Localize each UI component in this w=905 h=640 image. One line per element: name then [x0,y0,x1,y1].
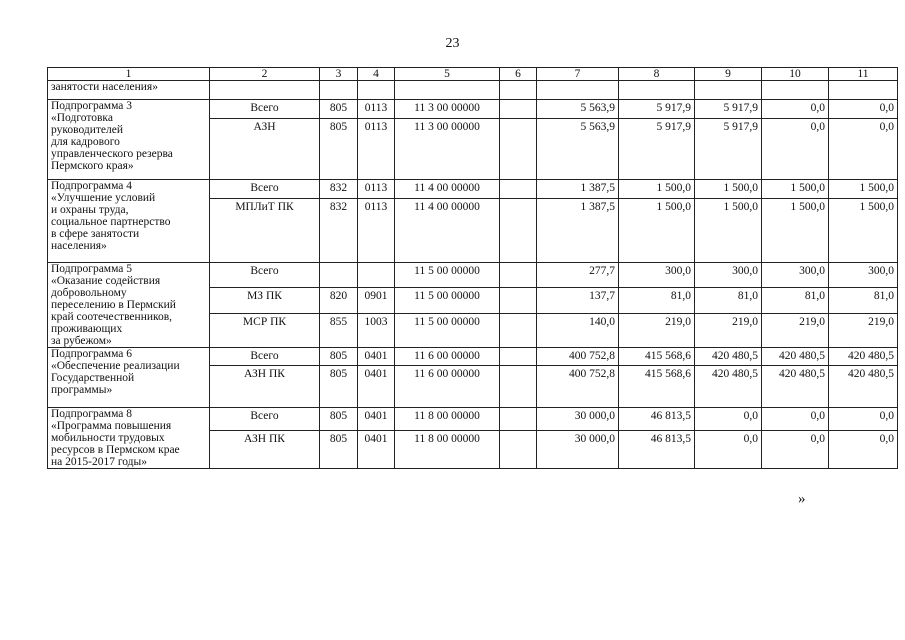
cell-value: 400 752,8 [569,368,615,380]
cell-value: 0401 [364,433,388,445]
cell-col10 [762,199,829,263]
cell-value: 11 5 00 00000 [414,316,480,328]
cell-value [503,100,533,102]
cell-col11 [829,348,898,366]
cell-value: 0401 [364,410,388,422]
cell-value: 415 568,6 [645,350,691,362]
cell-col8 [619,100,695,119]
cell-col4 [358,366,395,408]
cell-value: 1 387,5 [580,182,615,194]
header-cell: 11 [829,68,898,81]
cell-value: 81,0 [670,290,691,302]
cell-value: 1 500,0 [656,182,691,194]
cell-value: 81,0 [804,290,825,302]
cell-col11 [829,100,898,119]
header-cell: 10 [762,68,829,81]
cell-col6 [500,348,537,366]
table-row [48,408,898,431]
cell-value: 0113 [364,201,388,213]
cell-value: 0,0 [879,121,894,133]
cell-col8 [619,366,695,408]
cell-value: 140,0 [589,316,615,328]
cell-col10 [762,408,829,431]
cell-value [503,180,533,182]
cell-col4 [358,119,395,180]
cell-value: 11 5 00 00000 [414,265,480,277]
cell-col5 [395,119,500,180]
cell-value: 0,0 [743,433,758,445]
cell-col5 [395,100,500,119]
cell-value: 0,0 [743,410,758,422]
cell-value: 5 917,9 [656,102,691,114]
cell-col8 [619,199,695,263]
cell-value: 300,0 [868,265,894,277]
cell-col4 [358,431,395,469]
cell-value: 0113 [364,182,388,194]
cell-col8 [619,119,695,180]
cell-col6 [500,288,537,314]
cell-value: 277,7 [589,265,615,277]
cell-administrator [210,100,320,119]
cell-value: 11 8 00 00000 [414,433,480,445]
cell-col8 [619,408,695,431]
cell-value: 1 387,5 [580,201,615,213]
cell-col4 [358,199,395,263]
administrator-label: Всего [250,265,279,277]
continuation-row [48,81,898,100]
cell-col3 [320,180,358,199]
cell-administrator [210,288,320,314]
cell-value: 820 [329,290,348,302]
cell-col10 [762,366,829,408]
program-name: Подпрограмма 4 «Улучшение условий и охраны труда, социальное партнерство в сфере занятости населения» [48,180,210,263]
cell-value: 420 480,5 [779,368,825,380]
cell-value: 81,0 [873,290,894,302]
cell-col11 [829,119,898,180]
table-row [48,263,898,288]
cell-value: 137,7 [589,290,615,302]
cell-value [503,263,533,265]
cell-col9 [695,314,762,348]
cell-col3 [320,288,358,314]
cell-value: 11 4 00 00000 [414,201,480,213]
cell-col8 [619,288,695,314]
program-name: Подпрограмма 6 «Обеспечение реализации Государственной программы» [48,348,210,408]
table-row [48,180,898,199]
cell-value: 0401 [364,368,388,380]
cell-value: 11 3 00 00000 [414,121,480,133]
cell-value: 1 500,0 [859,201,894,213]
cell-col3 [320,119,358,180]
cell-col6 [500,431,537,469]
cell-value: 420 480,5 [848,350,894,362]
cell-value: 11 6 00 00000 [414,368,480,380]
administrator-label: Всего [250,410,279,422]
administrator-label: МПЛиТ ПК [235,201,294,213]
cell-col5 [395,348,500,366]
cell-col4 [358,180,395,199]
header-cell: 8 [619,68,695,81]
cell-value: 420 480,5 [779,350,825,362]
cell-col3 [320,366,358,408]
cell-value [503,408,533,410]
cell-col5 [395,408,500,431]
cell-col8 [619,348,695,366]
cell-col11 [829,263,898,288]
cell-col10 [762,314,829,348]
cell-col10 [762,100,829,119]
cell-col7 [537,119,619,180]
cell-administrator [210,408,320,431]
administrator-label: Всего [250,102,279,114]
program-name: Подпрограмма 3 «Подготовка руководителей для кадрового управленческого резерва Пермского края» [48,100,210,180]
cell-administrator [210,431,320,469]
cell-col11 [829,408,898,431]
cell-col11 [829,366,898,408]
cell-administrator [210,314,320,348]
cell-col3 [320,314,358,348]
cell-col9 [695,263,762,288]
cell-col6 [500,180,537,199]
cell-col6 [500,119,537,180]
cell-col7 [537,314,619,348]
cell-value: 219,0 [868,316,894,328]
cell-col3 [320,100,358,119]
cell-col3 [320,408,358,431]
program-name: Подпрограмма 8 «Программа повышения мобильности трудовых ресурсов в Пермском крае на 2015-2017 годы» [48,408,210,469]
header-cell: 3 [320,68,358,81]
cell-administrator [210,180,320,199]
cell-col10 [762,119,829,180]
cell-col5 [395,263,500,288]
cell-col7 [537,348,619,366]
page-number: 23 [445,36,460,51]
cell-col11 [829,199,898,263]
cell-value: 5 917,9 [723,121,758,133]
cell-value: 0,0 [810,433,825,445]
administrator-label: МЗ ПК [247,290,282,302]
cell-col6 [500,100,537,119]
cell-administrator [210,366,320,408]
cell-col10 [762,431,829,469]
header-cell: 6 [500,68,537,81]
cell-value: 0,0 [879,410,894,422]
cell-col10 [762,263,829,288]
cell-value: 400 752,8 [569,350,615,362]
administrator-label: Всего [250,182,279,194]
cell-col7 [537,263,619,288]
cell-value: 805 [329,368,348,380]
administrator-label: АЗН ПК [244,368,285,380]
cell-col7 [537,431,619,469]
budget-table [47,67,898,469]
cell-col6 [500,314,537,348]
cell-value: 0,0 [810,410,825,422]
cell-col4 [358,100,395,119]
cell-col3 [320,431,358,469]
cell-value [503,199,533,201]
cell-administrator [210,263,320,288]
cell-value: 11 8 00 00000 [414,410,480,422]
cell-value [503,348,533,350]
cell-value: 81,0 [737,290,758,302]
cell-col7 [537,408,619,431]
cell-col5 [395,431,500,469]
cell-value: 1 500,0 [723,201,758,213]
cell-col3 [320,348,358,366]
cell-value: 0,0 [810,102,825,114]
cell-value: 805 [329,350,348,362]
cell-value [361,263,391,265]
cell-col9 [695,100,762,119]
cell-value [503,314,533,316]
cell-col5 [395,366,500,408]
cell-col3 [320,263,358,288]
cell-value: 11 3 00 00000 [414,102,480,114]
cell-administrator [210,199,320,263]
cell-value: 855 [329,316,348,328]
cell-value: 0,0 [879,102,894,114]
cell-value: 0,0 [879,433,894,445]
cell-value: 420 480,5 [712,350,758,362]
cell-col8 [619,314,695,348]
cell-col6 [500,366,537,408]
cell-col5 [395,199,500,263]
header-row [48,68,898,81]
cell-value: 219,0 [732,316,758,328]
administrator-label: АЗН ПК [244,433,285,445]
table-row [48,100,898,119]
cell-col3 [320,199,358,263]
cell-value: 11 5 00 00000 [414,290,480,302]
cell-col11 [829,288,898,314]
cell-value: 300,0 [665,265,691,277]
continuation-text: занятости населения» [48,81,210,100]
cell-col10 [762,348,829,366]
header-cell: 5 [395,68,500,81]
cell-col7 [537,199,619,263]
cell-value: 0401 [364,350,388,362]
cell-value: 1003 [364,316,388,328]
cell-value: 1 500,0 [656,201,691,213]
cell-value: 0113 [364,121,388,133]
cell-value: 832 [329,201,348,213]
cell-administrator [210,119,320,180]
cell-col6 [500,408,537,431]
cell-col8 [619,263,695,288]
administrator-label: Всего [250,350,279,362]
cell-col9 [695,180,762,199]
cell-col4 [358,314,395,348]
cell-col7 [537,100,619,119]
cell-col11 [829,180,898,199]
cell-value: 219,0 [665,316,691,328]
cell-col5 [395,180,500,199]
table-row [48,348,898,366]
cell-value: 46 813,5 [650,410,691,422]
cell-administrator [210,348,320,366]
cell-col7 [537,288,619,314]
cell-value [503,288,533,290]
cell-col9 [695,348,762,366]
closing-quote: » [798,491,806,507]
cell-value: 219,0 [799,316,825,328]
cell-col9 [695,119,762,180]
cell-value: 5 563,9 [580,121,615,133]
cell-value: 11 4 00 00000 [414,182,480,194]
cell-value: 30 000,0 [574,410,615,422]
cell-col4 [358,408,395,431]
cell-value [503,431,533,433]
cell-col9 [695,366,762,408]
cell-col9 [695,288,762,314]
cell-col9 [695,408,762,431]
cell-value: 5 917,9 [656,121,691,133]
header-cell: 4 [358,68,395,81]
cell-value: 805 [329,433,348,445]
administrator-label: МСР ПК [242,316,287,328]
cell-col7 [537,180,619,199]
cell-value [323,263,354,265]
cell-col6 [500,199,537,263]
cell-value: 415 568,6 [645,368,691,380]
cell-col10 [762,288,829,314]
cell-value: 832 [329,182,348,194]
cell-value: 1 500,0 [723,182,758,194]
header-cell: 1 [48,68,210,81]
cell-value [503,119,533,121]
cell-value: 1 500,0 [790,201,825,213]
cell-col7 [537,366,619,408]
header-cell: 9 [695,68,762,81]
cell-col9 [695,431,762,469]
header-cell: 2 [210,68,320,81]
cell-col4 [358,288,395,314]
cell-value: 805 [329,410,348,422]
cell-col6 [500,263,537,288]
cell-value: 805 [329,102,348,114]
cell-value: 1 500,0 [859,182,894,194]
cell-value: 5 917,9 [723,102,758,114]
cell-col8 [619,180,695,199]
cell-value: 11 6 00 00000 [414,350,480,362]
cell-value: 46 813,5 [650,433,691,445]
cell-value: 0901 [364,290,388,302]
cell-value: 805 [329,121,348,133]
program-name: Подпрограмма 5 «Оказание содействия добровольному переселению в Пермский край соотечественников, проживающих за рубежом» [48,263,210,348]
cell-value: 0113 [364,102,388,114]
cell-value: 420 480,5 [712,368,758,380]
cell-col5 [395,288,500,314]
cell-col11 [829,431,898,469]
cell-col11 [829,314,898,348]
cell-col9 [695,199,762,263]
cell-value [503,366,533,368]
cell-col4 [358,263,395,288]
cell-col4 [358,348,395,366]
cell-col5 [395,314,500,348]
cell-col8 [619,431,695,469]
cell-value: 30 000,0 [574,433,615,445]
header-cell: 7 [537,68,619,81]
cell-value: 300,0 [799,265,825,277]
cell-value: 5 563,9 [580,102,615,114]
cell-value: 300,0 [732,265,758,277]
cell-value: 420 480,5 [848,368,894,380]
cell-col10 [762,180,829,199]
administrator-label: АЗН [253,121,276,133]
cell-value: 0,0 [810,121,825,133]
cell-value: 1 500,0 [790,182,825,194]
